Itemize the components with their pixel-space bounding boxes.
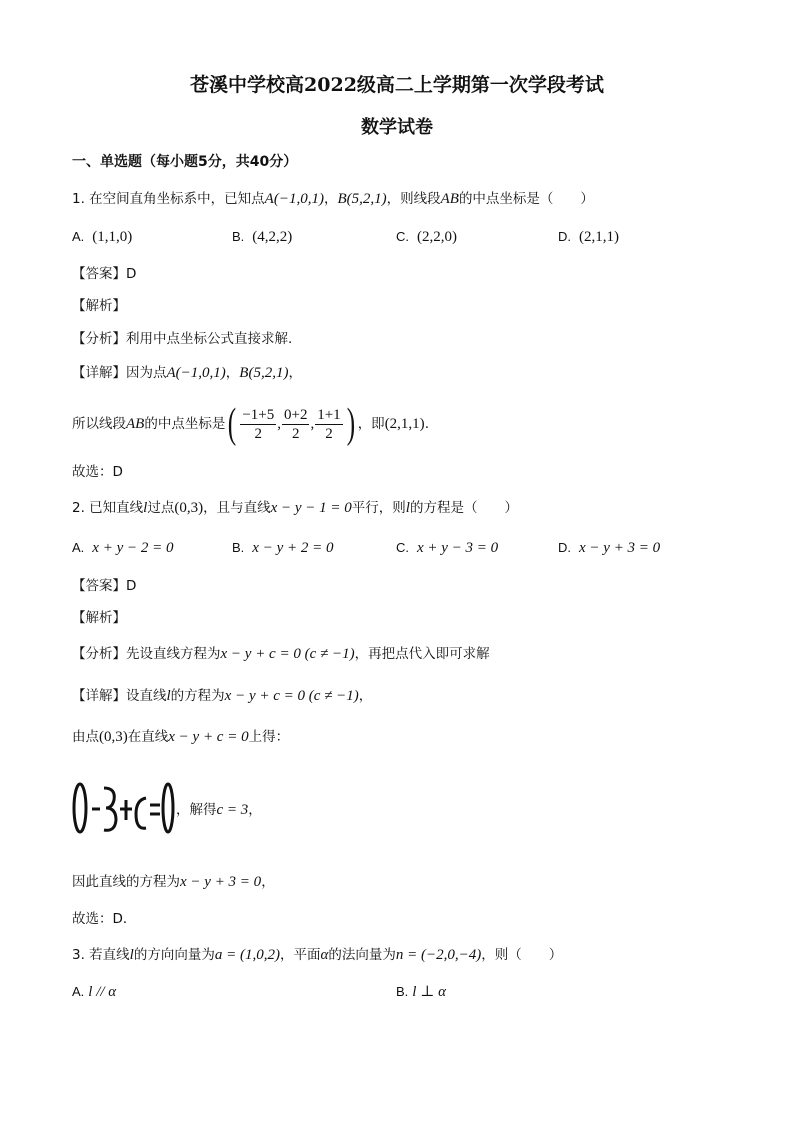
q2-sub-prefix: 由点 <box>72 729 99 745</box>
q2-sub-eq: x − y + c = 0 <box>168 729 249 745</box>
exam-subtitle: 数学试卷 <box>361 117 433 138</box>
q3-option-b <box>396 982 446 1002</box>
q2-stem-a: 过点 <box>147 500 175 516</box>
option-value: (2,1,1) <box>579 229 619 245</box>
q1-option-b <box>232 227 292 247</box>
q1-fenxi: 【分析】利用中点坐标公式直接求解. <box>72 331 293 347</box>
option-label: A. <box>72 540 85 555</box>
q2-stem-c: 平行，则 <box>351 500 406 516</box>
option-label: D. <box>558 229 571 244</box>
q2-solve-eq: c = 3 <box>216 802 249 818</box>
q1-mid-result: (2,1,1) <box>384 416 425 432</box>
q1-sep: ， <box>323 191 338 207</box>
q3-vector-n: n = (−2,0,−4) <box>395 947 482 963</box>
question-1-stem <box>72 189 594 209</box>
q2-stem-b: ，且与直线 <box>203 500 271 516</box>
question-2-stem <box>72 498 518 518</box>
q3-option-a <box>72 982 116 1002</box>
q1-stem-suffix: 的中点坐标是（ ） <box>458 191 594 207</box>
q2-result-eq: x − y + 3 = 0 <box>180 874 262 890</box>
q1-analysis-heading: 【解析】 <box>72 298 126 314</box>
option-label: A. <box>72 984 85 999</box>
option-label: A. <box>72 229 85 244</box>
q1-answer: 【答案】D <box>72 266 137 282</box>
q1-detail-point-a: A(−1,0,1) <box>166 365 226 381</box>
option-value: l // α <box>88 984 117 1000</box>
handwritten-equation <box>70 778 176 838</box>
q1-mid-text: 的中点坐标是 <box>144 416 226 432</box>
q1-option-c <box>396 227 457 247</box>
q2-result <box>72 872 275 892</box>
q1-detail-end: ， <box>288 365 302 381</box>
q3-line-l: l <box>129 947 134 963</box>
q2-option-c <box>396 538 498 558</box>
q1-choose: 故选：D <box>72 464 123 480</box>
q2-sub-mid: 在直线 <box>127 729 169 745</box>
question-3-stem <box>72 945 562 965</box>
option-value: (4,2,2) <box>252 229 293 245</box>
option-label: C. <box>396 540 409 555</box>
q2-stem-d: 的方程是（ ） <box>409 500 518 516</box>
q2-fenxi <box>72 644 490 664</box>
right-paren: ) <box>346 401 355 447</box>
q2-choose: 故选：D． <box>72 911 137 927</box>
q1-point-a: A(−1,0,1) <box>264 191 324 207</box>
q2-stem-prefix: 2. 已知直线 <box>72 500 144 516</box>
q2-sub-point: (0,3) <box>99 729 128 745</box>
section-heading-single-choice: 一、单选题（每小题5分，共40分） <box>72 154 298 170</box>
q1-stem-prefix: 1. 在空间直角坐标系中，已知点 <box>72 191 265 207</box>
q2-result-end: ， <box>261 874 275 890</box>
q2-detail-end: ， <box>358 688 373 704</box>
option-label: C. <box>396 229 409 244</box>
q3-stem-c: 的法向量为 <box>328 947 396 963</box>
q2-detail-l: l <box>166 688 171 704</box>
q2-sub-end: 上得： <box>248 729 290 745</box>
q1-mid-dot: . <box>424 416 429 432</box>
q2-solve-end: ， <box>248 802 262 818</box>
q1-mid-after: ，即 <box>357 416 385 432</box>
option-value: x + y − 2 = 0 <box>92 540 174 556</box>
q3-vector-a: a = (1,0,2) <box>214 947 280 963</box>
q3-plane-alpha: α <box>320 947 329 963</box>
q3-stem-prefix: 3. 若直线 <box>72 947 130 963</box>
q1-point-b: B(5,2,1) <box>337 191 387 207</box>
q2-result-prefix: 因此直线的方程为 <box>72 874 180 890</box>
option-value: l ⊥ α <box>412 984 446 1000</box>
q3-stem-d: ，则（ ） <box>481 947 563 963</box>
q1-stem-mid: ，则线段 <box>386 191 441 207</box>
option-label: D. <box>558 540 571 555</box>
q2-given-line: x − y − 1 = 0 <box>270 500 352 516</box>
option-label: B. <box>232 540 245 555</box>
option-value: (1,1,0) <box>92 229 133 245</box>
q3-stem-b: ，平面 <box>279 947 321 963</box>
q3-stem-a: 的方向向量为 <box>133 947 215 963</box>
q2-option-a <box>72 538 173 558</box>
q2-detail-eq: x − y + c = 0 (c ≠ −1) <box>224 688 359 704</box>
q2-option-b <box>232 538 333 558</box>
option-value: x − y + 3 = 0 <box>579 540 661 556</box>
fraction-x: $\frac{-1+5}{2}$ <box>242 406 275 442</box>
q1-detail-point-b: B(5,2,1) <box>239 365 289 381</box>
q1-mid-segment: AB <box>126 416 145 432</box>
q1-detail <box>72 363 302 383</box>
q1-option-a <box>72 227 132 247</box>
q1-detail-prefix: 【详解】因为点 <box>72 365 167 381</box>
option-label: B. <box>396 984 409 999</box>
q2-analysis-heading: 【解析】 <box>72 610 126 626</box>
q2-fenxi-suffix: ，再把点代入即可求解 <box>354 646 490 662</box>
fraction-z: $\frac{1+1}{2}$ <box>317 406 341 442</box>
q1-mid-prefix: 所以线段 <box>72 416 126 432</box>
option-value: (2,2,0) <box>417 229 457 245</box>
q2-line-l-2: l <box>405 500 410 516</box>
q2-point: (0,3) <box>174 500 204 516</box>
option-value: x + y − 3 = 0 <box>417 540 499 556</box>
q2-answer: 【答案】D <box>72 578 137 594</box>
q1-option-d <box>558 227 619 247</box>
fraction-y: $\frac{0+2}{2}$ <box>284 406 308 442</box>
q2-detail-mid: 的方程为 <box>170 688 225 704</box>
q2-option-d <box>558 538 660 558</box>
q2-solve-prefix: ，解得 <box>176 802 217 818</box>
q2-fenxi-eq: x − y + c = 0 (c ≠ −1) <box>220 646 355 662</box>
q2-detail <box>72 686 372 706</box>
q2-substitute <box>72 727 289 747</box>
left-paren: ( <box>228 401 237 447</box>
q2-fenxi-prefix: 【分析】先设直线方程为 <box>72 646 221 662</box>
q1-segment: AB <box>440 191 459 207</box>
q2-solve <box>176 800 262 820</box>
q1-detail-sep: ， <box>225 365 240 381</box>
q2-detail-prefix: 【详解】设直线 <box>72 688 167 704</box>
q2-line-l: l <box>143 500 148 516</box>
q1-midpoint-line: 所以线段AB的中点坐标是( $\frac{-1+5}{2}$ , $\frac{0+2}{2}$ , $\frac{1+1}{2}$ ) ，即(2,1,1). <box>72 401 429 447</box>
option-value: x − y + 2 = 0 <box>252 540 334 556</box>
exam-title: 苍溪中学校高2022级高二上学期第一次学段考试 <box>190 74 604 96</box>
option-label: B. <box>232 229 245 244</box>
